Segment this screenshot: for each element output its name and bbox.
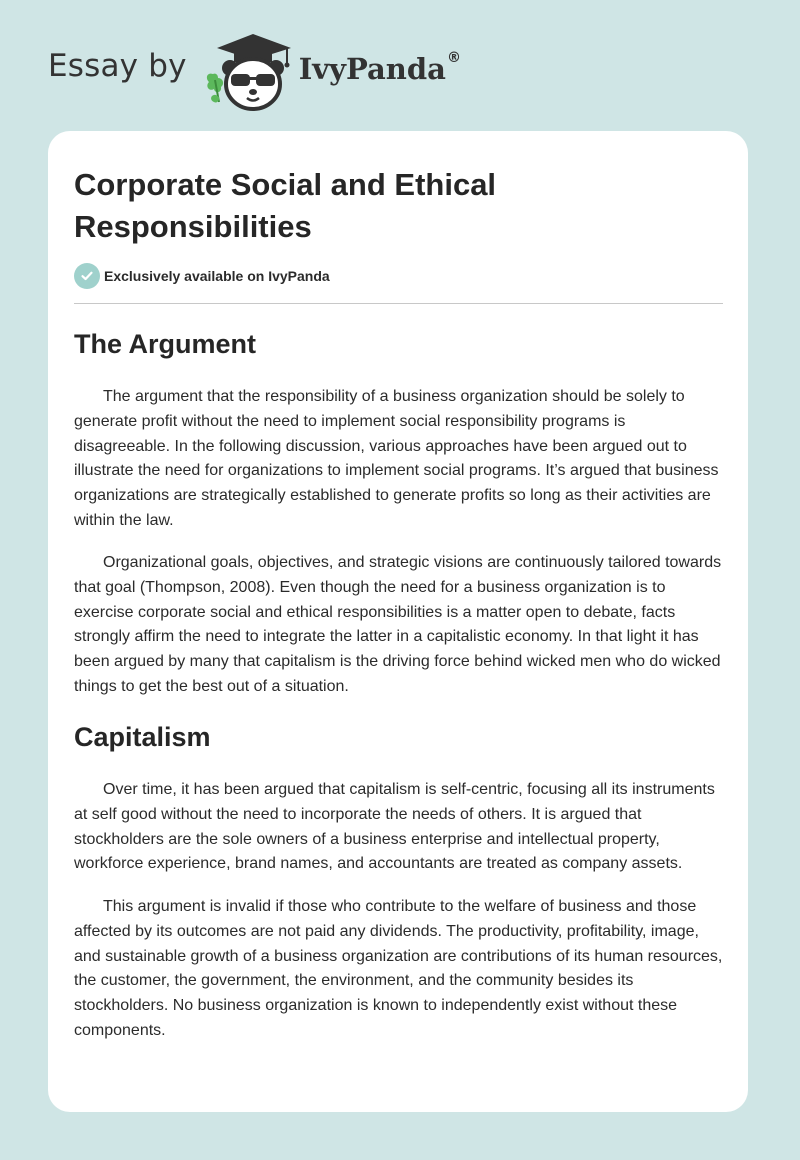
registered-mark: ® bbox=[446, 50, 461, 66]
exclusive-badge-text: Exclusively available on IvyPanda bbox=[104, 268, 330, 284]
ivy-leaf-icon bbox=[207, 74, 223, 103]
paragraph: The argument that the responsibility of a business organization should be solely to generate profit without the need to implement social responsibility programs is disagreeable. In the following discussion, various approaches have been argued out to illustrate the need for organizations to implement social programs. It’s argued that business organizations are strategically established to generate profits so long as their activities are within the law. bbox=[74, 388, 719, 529]
check-circle-icon bbox=[74, 263, 100, 289]
brand-header bbox=[48, 28, 461, 112]
brand-name: IvyPanda bbox=[298, 52, 446, 86]
title-divider bbox=[74, 303, 723, 304]
paragraph: Organizational goals, objectives, and strategic visions are continuously tailored towards that goal (Thompson, 2008). Even though the need for a business organization is to exercise corporate social and ethical responsibilities is a matter open to debate, facts strongly affirm the need to integrate the latter in a capitalistic economy. In that light it has been argued by many that capitalism is the driving force behind wicked men who do wicked things to get the best out of a situation. bbox=[74, 554, 722, 695]
section-heading-capitalism: Capitalism bbox=[74, 722, 211, 752]
paragraph: This argument is invalid if those who contribute to the welfare of business and those affected by its outcomes are not paid any dividends. The productivity, profitability, image, and sustainable growth of a business organization are contributions of its human resources, the customer, the government, the environment, and the community besides its stockholders. No business organization is known to independently exist without these components. bbox=[74, 898, 723, 1039]
exclusive-badge bbox=[74, 263, 330, 289]
essay-card bbox=[48, 131, 748, 1112]
essay-by-label: Essay by bbox=[48, 48, 187, 84]
section-heading-argument: The Argument bbox=[74, 329, 256, 359]
panda-graduation-cap-icon bbox=[203, 28, 295, 112]
paragraph: Over time, it has been argued that capitalism is self-centric, focusing all its instruments at self good without the need to incorporate the needs of others. It is argued that stockholders are the sole owners of a business enterprise and intellectual property, workforce experience, brand names, and accountants are treated as company assets. bbox=[74, 781, 715, 873]
essay-title: Corporate Social and Ethical Responsibilities bbox=[74, 167, 497, 244]
